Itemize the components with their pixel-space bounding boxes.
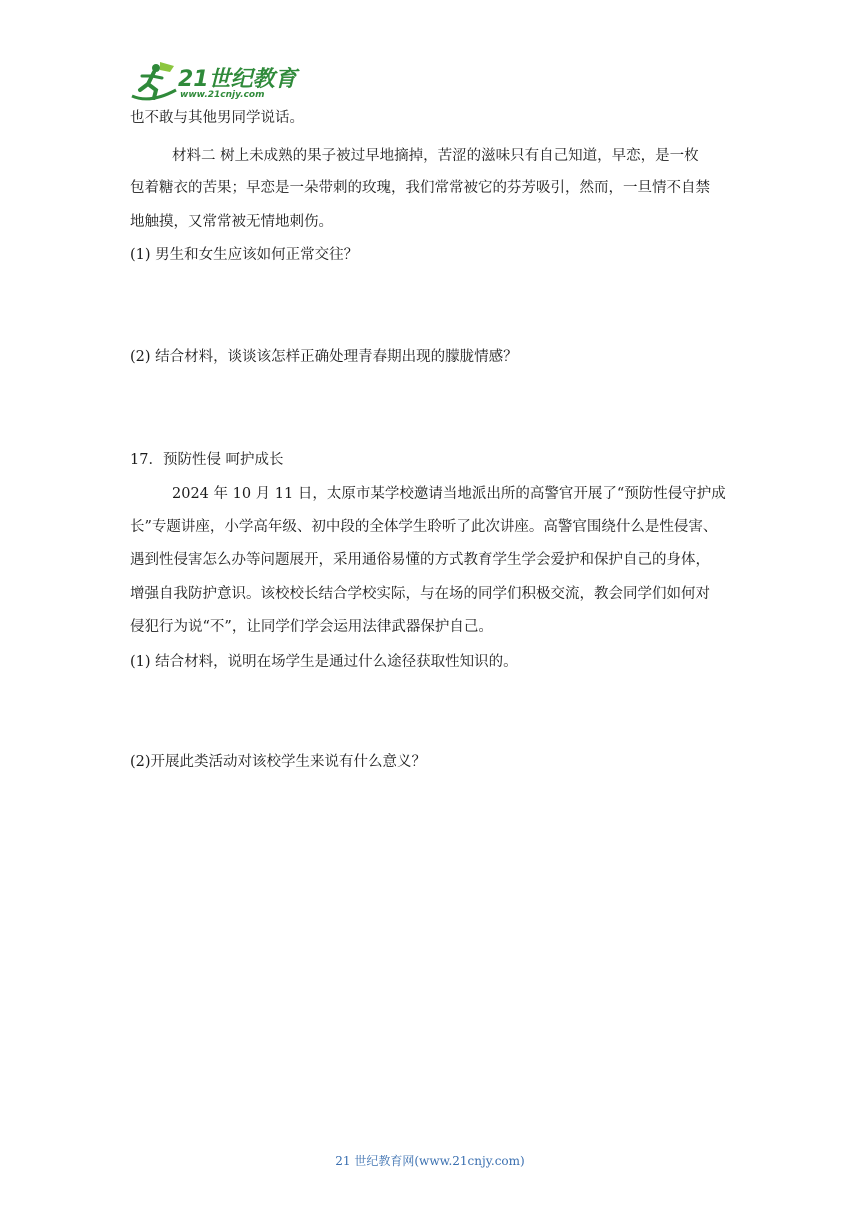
paragraph-line: 也不敢与其他男同学说话。 [130, 110, 304, 126]
question-16-2: (2) 结合材料，谈谈该怎样正确处理青春期出现的朦胧情感？ [130, 349, 518, 365]
paragraph-line: 2024 年 10 月 11 日，太原市某学校邀请当地派出所的高警官开展了“预防性侵守护成 [172, 486, 726, 502]
question-16-1: (1) 男生和女生应该如何正常交往？ [130, 247, 359, 263]
paragraph-line: 增强自我防护意识。该校校长结合学校实际，与在场的同学们积极交流，教会同学们如何对 [130, 586, 710, 602]
logo-brand-text: 21世纪教育 [178, 67, 297, 92]
runner-icon [130, 60, 178, 104]
paragraph-line: 侵犯行为说“不”，让同学们学会运用法律武器保护自己。 [130, 619, 493, 635]
question-17-title: 17．预防性侵 呵护成长 [130, 452, 284, 468]
question-17-1: (1) 结合材料，说明在场学生是通过什么途径获取性知识的。 [130, 654, 518, 670]
material-two-line: 材料二 树上未成熟的果子被过早地摘掉，苦涩的滋味只有自己知道，早恋，是一枚 [172, 148, 699, 164]
brand-logo [130, 60, 300, 106]
logo-url-text: www.21cnjy.com [180, 90, 265, 100]
question-17-2: (2)开展此类活动对该校学生来说有什么意义？ [130, 754, 427, 770]
paragraph-line: 包着糖衣的苦果；早恋是一朵带刺的玫瑰，我们常常被它的芬芳吸引，然而，一旦情不自禁 [130, 180, 710, 196]
paragraph-line: 遇到性侵害怎么办等问题展开，采用通俗易懂的方式教育学生学会爱护和保护自己的身体， [130, 552, 710, 568]
page-footer: 21 世纪教育网(www.21cnjy.com) [335, 1154, 525, 1168]
paragraph-line: 地触摸，又常常被无情地刺伤。 [130, 214, 333, 230]
paragraph-line: 长”专题讲座，小学高年级、初中段的全体学生聆听了此次讲座。高警官围绕什么是性侵害、 [130, 519, 718, 535]
